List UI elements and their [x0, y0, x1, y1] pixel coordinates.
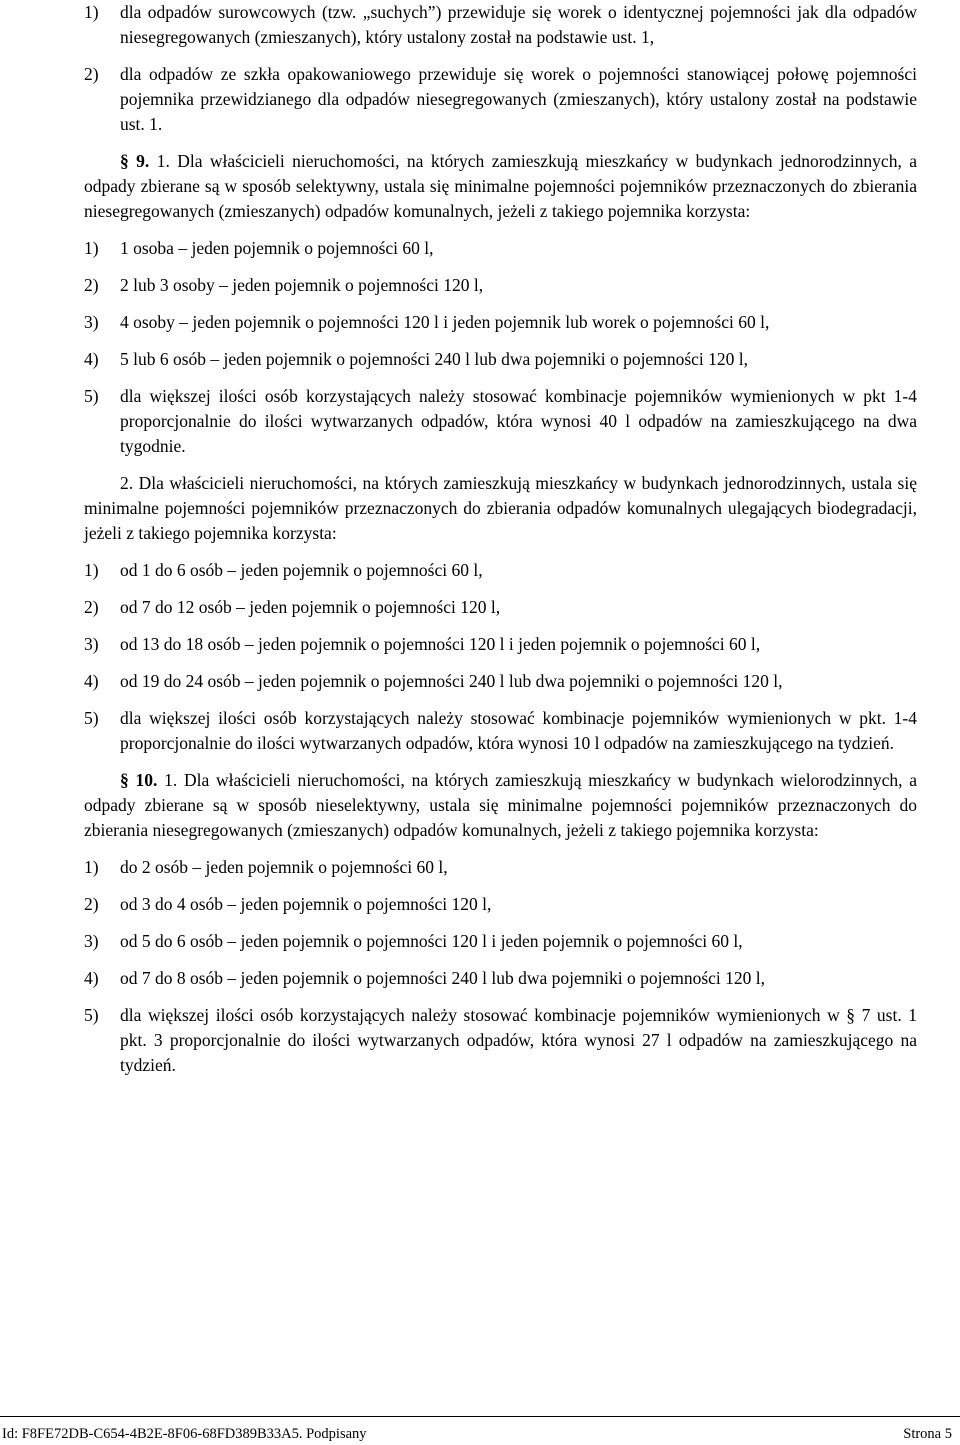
- page-number: Strona 5: [903, 1426, 952, 1442]
- list-item-text: dla większej ilości osób korzystających należy stosować kombinacje pojemników wymienionych w pkt. 1-4 proporcjonalnie do ilości wytwarzanych odpadów, która wynosi 10 l odpadów na zamieszkującego na tydzień.: [120, 708, 917, 753]
- list-item-number: 5): [84, 708, 99, 728]
- list-item: [84, 706, 917, 756]
- list-item-number: 5): [84, 386, 99, 406]
- list-item: [84, 558, 917, 583]
- list-item-text: dla odpadów ze szkła opakowaniowego przewiduje się worek o pojemności stanowiącej połowę pojemności pojemnika przewidzianego dla odpadów niesegregowanych (zmieszanych), który ustalony został na podstawie ust. 1.: [120, 64, 917, 134]
- list-item-number: 1): [84, 2, 99, 22]
- list-item: [84, 0, 917, 50]
- list-item-number: 4): [84, 968, 99, 988]
- paragraph-text: 1. Dla właścicieli nieruchomości, na których zamieszkują mieszkańcy w budynkach jednorodzinnych, a odpady zbierane są w sposób selektywny, ustala się minimalne pojemności pojemników przeznaczonych do zbierania niesegregowanych (zmieszanych) odpadów komunalnych, jeżeli z takiego pojemnika korzysta:: [84, 151, 917, 221]
- section-sign: §: [120, 151, 129, 171]
- list-item-text: dla większej ilości osób korzystających należy stosować kombinacje pojemników wymienionych w § 7 ust. 1 pkt. 3 proporcjonalnie do ilości wytwarzanych odpadów, która wynosi 27 l odpadów na zamieszkującego na tydzień.: [120, 1005, 917, 1075]
- list-item-text: do 2 osób – jeden pojemnik o pojemności 60 l,: [120, 857, 448, 877]
- section-sign: §: [120, 770, 129, 790]
- section-10-heading: [120, 770, 157, 790]
- list-item-text: od 7 do 8 osób – jeden pojemnik o pojemności 240 l lub dwa pojemniki o pojemności 120 l,: [120, 968, 766, 988]
- list-item-number: 3): [84, 312, 99, 332]
- list-item-number: 2): [84, 597, 99, 617]
- list-item-text: 4 osoby – jeden pojemnik o pojemności 120 l i jeden pojemnik lub worek o pojemności 60 l,: [120, 312, 770, 332]
- list-item-number: 2): [84, 275, 99, 295]
- list-item-text: dla odpadów surowcowych (tzw. „suchych”) przewiduje się worek o identycznej pojemności jak dla odpadów niesegregowanych (zmieszanych), który ustalony został na podstawie ust. 1,: [120, 2, 917, 47]
- list-item: [84, 62, 917, 137]
- list-item-number: 3): [84, 931, 99, 951]
- page-footer: [0, 1416, 960, 1445]
- list-item-text: od 19 do 24 osób – jeden pojemnik o pojemności 240 l lub dwa pojemniki o pojemności 120 l,: [120, 671, 783, 691]
- list-item-number: 3): [84, 634, 99, 654]
- list-item: [84, 1003, 917, 1078]
- list-item-text: 2 lub 3 osoby – jeden pojemnik o pojemności 120 l,: [120, 275, 484, 295]
- paragraph-text: 1. Dla właścicieli nieruchomości, na których zamieszkują mieszkańcy w budynkach wielorodzinnych, a odpady zbierane są w sposób nieselektywny, ustala się minimalne pojemności pojemników przeznaczonych do zbierania niesegregowanych (zmieszanych) odpadów komunalnych, jeżeli z takiego pojemnika korzysta:: [84, 770, 917, 840]
- list-item-number: 2): [84, 64, 99, 84]
- section-number: 9.: [136, 151, 150, 171]
- list-item: [84, 929, 917, 954]
- document-id: Id: F8FE72DB-C654-4B2E-8F06-68FD389B33A5. Podpisany: [2, 1426, 367, 1442]
- section-9-paragraph-1: [84, 149, 917, 224]
- section-10-paragraph-1: [84, 768, 917, 843]
- list-item-number: 4): [84, 671, 99, 691]
- list-item-text: 1 osoba – jeden pojemnik o pojemności 60 l,: [120, 238, 434, 258]
- list-item-text: od 1 do 6 osób – jeden pojemnik o pojemności 60 l,: [120, 560, 483, 580]
- list-item: [84, 347, 917, 372]
- list-item: [84, 855, 917, 880]
- list-item-number: 1): [84, 238, 99, 258]
- document-body: [84, 0, 917, 1090]
- list-item: [84, 310, 917, 335]
- list-item-text: od 3 do 4 osób – jeden pojemnik o pojemności 120 l,: [120, 894, 492, 914]
- list-item-text: dla większej ilości osób korzystających należy stosować kombinacje pojemników wymienionych w pkt 1-4 proporcjonalnie do ilości wytwarzanych odpadów, która wynosi 40 l odpadów na zamieszkującego na dwa tygodnie.: [120, 386, 917, 456]
- list-item: [84, 236, 917, 261]
- section-number: 10.: [135, 770, 158, 790]
- list-item: [84, 632, 917, 657]
- list-item-number: 2): [84, 894, 99, 914]
- list-item-number: 4): [84, 349, 99, 369]
- list-item: [84, 892, 917, 917]
- list-item-text: 5 lub 6 osób – jeden pojemnik o pojemności 240 l lub dwa pojemniki o pojemności 120 l,: [120, 349, 748, 369]
- list-item-number: 1): [84, 560, 99, 580]
- list-item-number: 5): [84, 1005, 99, 1025]
- list-item-number: 1): [84, 857, 99, 877]
- list-item: [84, 273, 917, 298]
- list-item: [84, 966, 917, 991]
- list-item-text: od 5 do 6 osób – jeden pojemnik o pojemności 120 l i jeden pojemnik o pojemności 60 l,: [120, 931, 743, 951]
- section-9-heading: [120, 151, 149, 171]
- section-9-paragraph-2: 2. Dla właścicieli nieruchomości, na których zamieszkują mieszkańcy w budynkach jednorodzinnych, ustala się minimalne pojemności pojemników przeznaczonych do zbierania odpadów komunalnych ulegających biodegradacji, jeżeli z takiego pojemnika korzysta:: [84, 473, 917, 543]
- list-item: [84, 384, 917, 459]
- list-item: [84, 595, 917, 620]
- list-item-text: od 13 do 18 osób – jeden pojemnik o pojemności 120 l i jeden pojemnik o pojemności 60 l,: [120, 634, 761, 654]
- list-item: [84, 669, 917, 694]
- list-item-text: od 7 do 12 osób – jeden pojemnik o pojemności 120 l,: [120, 597, 501, 617]
